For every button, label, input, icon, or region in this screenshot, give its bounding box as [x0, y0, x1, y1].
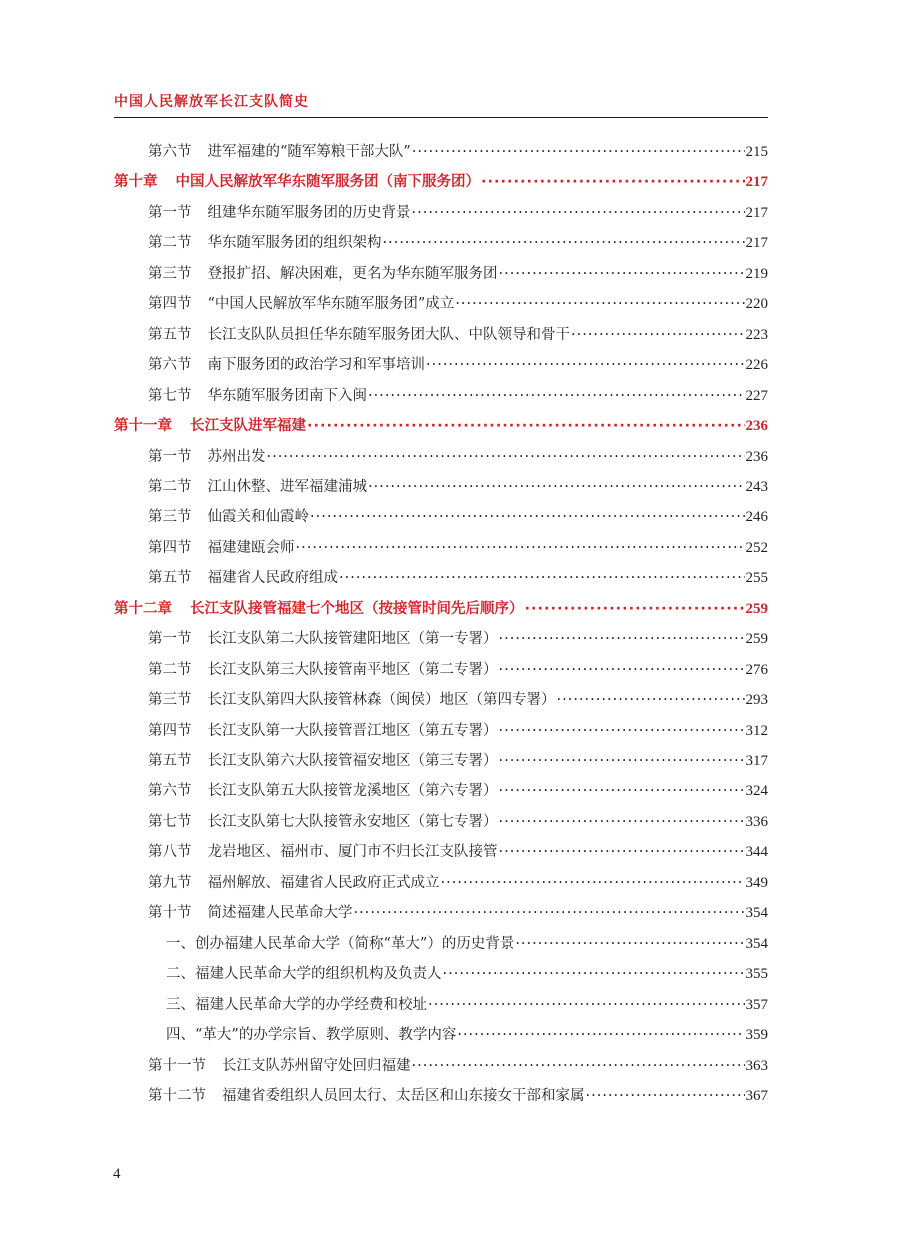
toc-entry-page: 217	[745, 204, 768, 221]
toc-entry-number: 第七节	[148, 387, 192, 404]
toc-dot-leader	[412, 1058, 745, 1074]
toc-entry-title: 组建华东随军服务团的历史背景	[207, 204, 411, 221]
toc-entry-page: 236	[745, 418, 768, 435]
toc-section-entry[interactable]	[148, 1084, 768, 1108]
toc-entry-title: “革大”的办学宗旨、教学原则、教学内容	[195, 1027, 457, 1044]
toc-entry-number: 第五节	[148, 753, 192, 769]
toc-section-entry[interactable]	[148, 871, 768, 895]
toc-entry-page: 259	[745, 600, 768, 617]
toc-section-entry[interactable]	[148, 627, 768, 651]
toc-dot-leader	[515, 936, 744, 952]
toc-entry-number: 第一节	[148, 631, 192, 648]
toc-entry-page: 252	[745, 539, 768, 556]
toc-entry-page: 359	[745, 1027, 768, 1044]
toc-entry-page: 312	[745, 722, 768, 739]
toc-entry-page: 217	[745, 174, 768, 191]
toc-entry-title: 福州解放、福建省人民政府正式成立	[207, 874, 440, 891]
page-number: 4	[113, 1166, 121, 1182]
toc-dot-leader	[368, 388, 745, 404]
toc-dot-leader	[499, 723, 745, 739]
toc-entry-number: 第一节	[148, 204, 192, 221]
toc-section-entry[interactable]	[148, 566, 768, 590]
toc-section-entry[interactable]	[148, 231, 768, 255]
toc-entry-number: 第一节	[148, 448, 192, 465]
toc-dot-leader	[499, 266, 745, 282]
toc-entry-title: 长江支队第五大队接管龙溪地区（第六专署）	[207, 783, 498, 800]
toc-dot-leader	[557, 692, 745, 708]
toc-chapter-entry[interactable]	[114, 414, 768, 438]
toc-entry-number: 第七节	[148, 813, 192, 830]
toc-entry-page: 243	[745, 478, 768, 495]
toc-dot-leader	[310, 509, 745, 525]
toc-entry-title: 江山休整、进军福建浦城	[207, 478, 367, 495]
toc-entry-number: 第九节	[148, 874, 192, 891]
toc-entry-page: 363	[745, 1057, 768, 1074]
toc-dot-leader	[499, 783, 745, 799]
toc-entry-number: 第四节	[148, 539, 192, 556]
toc-dot-leader	[426, 357, 745, 373]
toc-entry-page: 293	[745, 692, 768, 709]
toc-entry-title: 福建人民革命大学的组织机构及负责人	[195, 966, 442, 983]
toc-entry-title: 龙岩地区、福州市、厦门市不归长江支队接管	[207, 844, 498, 861]
toc-entry-page: 276	[745, 661, 768, 678]
toc-entry-page: 220	[745, 296, 768, 313]
toc-dot-leader	[339, 570, 745, 586]
toc-entry-page: 219	[745, 265, 768, 282]
toc-entry-title: 南下服务团的政治学习和军事培训	[207, 357, 425, 374]
toc-section-entry[interactable]	[148, 353, 768, 377]
toc-entry-number: 第八节	[148, 844, 192, 861]
toc-entry-number: 四、	[166, 1027, 195, 1044]
toc-entry-number: 第三节	[148, 509, 192, 526]
toc-entry-number: 第二节	[148, 235, 192, 252]
toc-dot-leader	[296, 540, 745, 556]
toc-entry-number: 第十二章	[114, 600, 172, 617]
toc-entry-page: 354	[745, 935, 768, 952]
toc-section-entry[interactable]	[148, 536, 768, 560]
toc-entry-title: 福建省人民政府组成	[207, 570, 338, 587]
toc-dot-leader	[307, 418, 745, 434]
toc-entry-title: 福建建瓯会师	[207, 539, 295, 556]
toc-entry-title: 长江支队第二大队接管建阳地区（第一专署）	[207, 631, 498, 648]
toc-entry-number: 第二节	[148, 478, 192, 495]
toc-entry-page: 367	[745, 1087, 768, 1104]
toc-entry-page: 217	[745, 235, 768, 252]
toc-section-entry[interactable]	[148, 901, 768, 925]
toc-entry-page: 354	[745, 905, 768, 922]
running-header-title: 中国人民解放军长江支队简史	[114, 94, 309, 110]
toc-entry-number: 第五节	[148, 326, 192, 343]
toc-section-entry[interactable]	[148, 749, 768, 773]
toc-entry-title: 长江支队接管福建七个地区（按接管时间先后顺序）	[190, 600, 524, 617]
toc-entry-number: 第三节	[148, 692, 192, 709]
toc-entry-page: 336	[745, 813, 768, 830]
toc-entry-title: 福建省委组织人员回太行、太岳区和山东接女干部和家属	[222, 1087, 585, 1104]
toc-dot-leader	[267, 449, 745, 465]
toc-entry-number: 第十一节	[148, 1057, 206, 1074]
toc-section-entry[interactable]	[148, 840, 768, 864]
toc-entry-title: 长江支队第六大队接管福安地区（第三专署）	[207, 753, 498, 769]
toc-section-entry[interactable]	[148, 262, 768, 286]
toc-section-entry[interactable]	[148, 1054, 768, 1078]
toc-entry-number: 第六节	[148, 783, 192, 800]
toc-entry-title: 长江支队第三大队接管南平地区（第二专署）	[207, 661, 498, 678]
toc-section-entry[interactable]	[148, 384, 768, 408]
toc-dot-leader	[457, 1027, 744, 1043]
toc-dot-leader	[499, 814, 745, 830]
toc-entry-title: 创办福建人民革命大学（简称“革大”）的历史背景	[195, 935, 515, 952]
toc-entry-title: 长江支队苏州留守处回归福建	[222, 1057, 411, 1074]
toc-section-entry[interactable]	[148, 475, 768, 499]
toc-entry-page: 355	[745, 966, 768, 983]
toc-subsection-entry[interactable]	[166, 932, 768, 956]
toc-entry-page: 357	[745, 996, 768, 1013]
toc-entry-page: 223	[745, 326, 768, 343]
toc-section-entry[interactable]	[148, 779, 768, 803]
toc-dot-leader	[368, 479, 745, 495]
toc-subsection-entry[interactable]	[166, 993, 768, 1017]
toc-entry-title: 简述福建人民革命大学	[207, 905, 353, 922]
toc-dot-leader	[586, 1088, 745, 1104]
toc-dot-leader	[499, 753, 745, 769]
header-rule	[114, 117, 768, 118]
toc-entry-page: 227	[745, 387, 768, 404]
toc-dot-leader	[428, 997, 745, 1013]
toc-section-entry[interactable]	[148, 292, 768, 316]
toc-entry-number: 第五节	[148, 570, 192, 587]
toc-entry-number: 三、	[166, 996, 195, 1013]
toc-entry-page: 324	[745, 783, 768, 800]
toc-section-entry[interactable]	[148, 505, 768, 529]
toc-dot-leader	[443, 966, 745, 982]
toc-entry-title: “中国人民解放军华东随军服务团”成立	[207, 296, 455, 313]
toc-entry-page: 259	[745, 631, 768, 648]
toc-subsection-entry[interactable]	[166, 1023, 768, 1047]
toc-section-entry[interactable]	[148, 658, 768, 682]
toc-entry-title: 长江支队第四大队接管林森（闽侯）地区（第四专署）	[207, 692, 556, 709]
toc-chapter-entry[interactable]	[114, 170, 768, 194]
toc-section-entry[interactable]	[148, 140, 768, 164]
toc-entry-page: 236	[745, 448, 768, 465]
toc-entry-page: 215	[745, 144, 768, 160]
toc-entry-title: 苏州出发	[207, 448, 266, 465]
toc-section-entry[interactable]	[148, 445, 768, 469]
toc-entry-number: 第四节	[148, 296, 192, 313]
toc-entry-title: 福建人民革命大学的办学经费和校址	[195, 996, 427, 1013]
toc-section-entry[interactable]	[148, 201, 768, 225]
toc-entry-number: 二、	[166, 966, 195, 983]
toc-entry-page: 344	[745, 844, 768, 861]
toc-chapter-entry[interactable]	[114, 597, 768, 621]
toc-entry-number: 第四节	[148, 722, 192, 739]
toc-entry-page: 255	[745, 570, 768, 587]
toc-entry-number: 第十一章	[114, 418, 172, 435]
toc-entry-title: 长江支队第七大队接管永安地区（第七专署）	[207, 813, 498, 830]
toc-dot-leader	[481, 174, 745, 190]
toc-entry-title: 长江支队进军福建	[190, 418, 306, 435]
toc-dot-leader	[499, 844, 745, 860]
toc-subsection-entry[interactable]	[166, 962, 768, 986]
toc-dot-leader	[354, 905, 745, 921]
toc-dot-leader	[499, 631, 745, 647]
toc-dot-leader	[441, 875, 745, 891]
toc-section-entry[interactable]	[148, 323, 768, 347]
toc-entry-title: 仙霞关和仙霞岭	[207, 509, 309, 526]
toc-entry-page: 317	[745, 753, 768, 769]
toc-dot-leader	[412, 144, 745, 160]
toc-entry-number: 第十二节	[148, 1087, 206, 1104]
toc-entry-number: 第六节	[148, 357, 192, 374]
toc-section-entry[interactable]	[148, 810, 768, 834]
toc-entry-page: 246	[745, 509, 768, 526]
toc-entry-number: 一、	[166, 935, 195, 952]
toc-entry-number: 第三节	[148, 265, 192, 282]
toc-dot-leader	[383, 235, 745, 251]
toc-entry-page: 226	[745, 357, 768, 374]
toc-dot-leader	[525, 601, 745, 617]
toc-dot-leader	[455, 296, 744, 312]
toc-entry-number: 第六节	[148, 144, 192, 160]
toc-dot-leader	[499, 662, 745, 678]
toc-entry-title: 中国人民解放军华东随军服务团（南下服务团）	[175, 174, 480, 191]
toc-entry-title: 长江支队第一大队接管晋江地区（第五专署）	[207, 722, 498, 739]
toc-dot-leader	[412, 205, 745, 221]
toc-entry-title: 华东随军服务团南下入闽	[207, 387, 367, 404]
toc-entry-number: 第十章	[114, 174, 158, 191]
toc-entry-title: 华东随军服务团的组织架构	[207, 235, 382, 252]
toc-section-entry[interactable]	[148, 688, 768, 712]
toc-entry-title: 长江支队队员担任华东随军服务团大队、中队领导和骨干	[207, 326, 570, 343]
toc-section-entry[interactable]	[148, 719, 768, 743]
toc-entry-title: 进军福建的“随军筹粮干部大队”	[207, 144, 411, 160]
toc-entry-title: 登报扩招、解决困难，更名为华东随军服务团	[207, 265, 498, 282]
toc-dot-leader	[571, 327, 745, 343]
toc-entry-page: 349	[745, 874, 768, 891]
toc-entry-number: 第十节	[148, 905, 192, 922]
toc-entry-number: 第二节	[148, 661, 192, 678]
